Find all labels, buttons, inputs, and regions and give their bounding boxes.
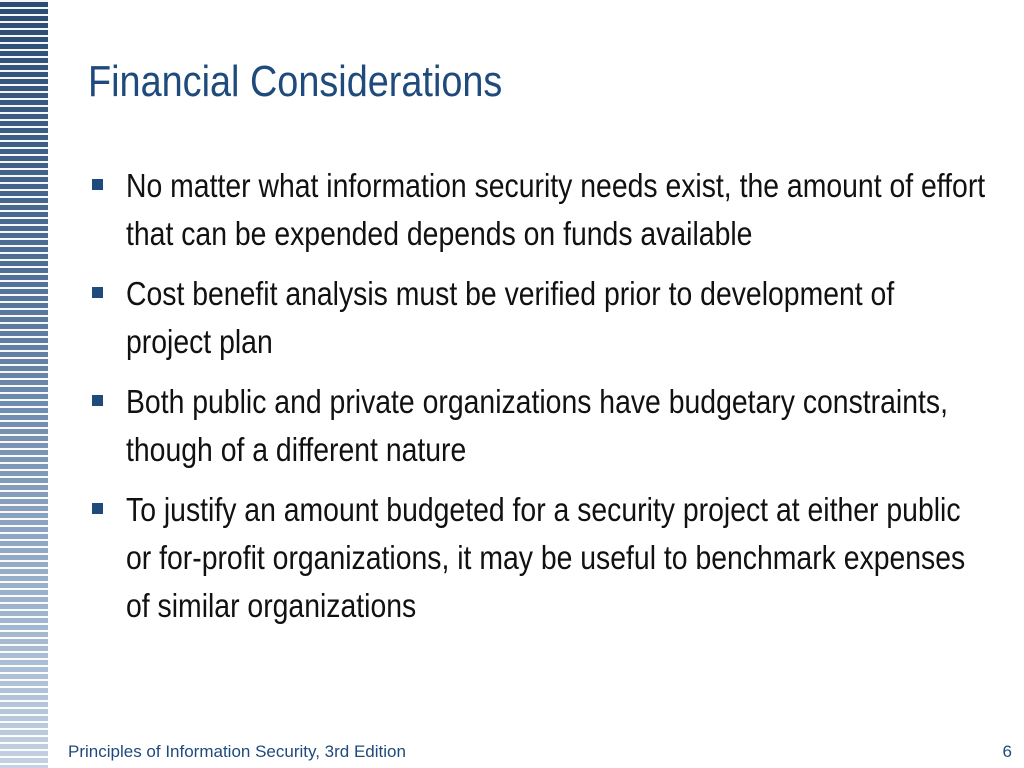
bullet-text: Cost benefit analysis must be verified prior to development of project plan [126, 275, 895, 360]
footer-book-title: Principles of Information Security, 3rd Edition [68, 742, 406, 761]
list-item [88, 162, 1018, 258]
bullet-text: To justify an amount budgeted for a security project at either public or for-profit organizations, it may be useful to benchmark expenses of similar organizations [126, 491, 966, 624]
sidebar-divider [48, 0, 51, 768]
square-bullet-icon [92, 287, 103, 298]
decorative-striped-sidebar [0, 0, 48, 768]
square-bullet-icon [92, 503, 103, 514]
bullet-text: Both public and private organizations have budgetary constraints, though of a different nature [126, 383, 948, 468]
page-number: 6 [1002, 742, 1012, 761]
slide-title: Financial Considerations [88, 57, 503, 106]
list-item [88, 378, 1018, 474]
list-item [88, 270, 1018, 366]
bullet-list [88, 162, 1018, 642]
square-bullet-icon [92, 179, 103, 190]
bullet-text: No matter what information security needs exist, the amount of effort that can be expended depends on funds available [126, 167, 986, 252]
list-item [88, 486, 1018, 630]
square-bullet-icon [92, 395, 103, 406]
